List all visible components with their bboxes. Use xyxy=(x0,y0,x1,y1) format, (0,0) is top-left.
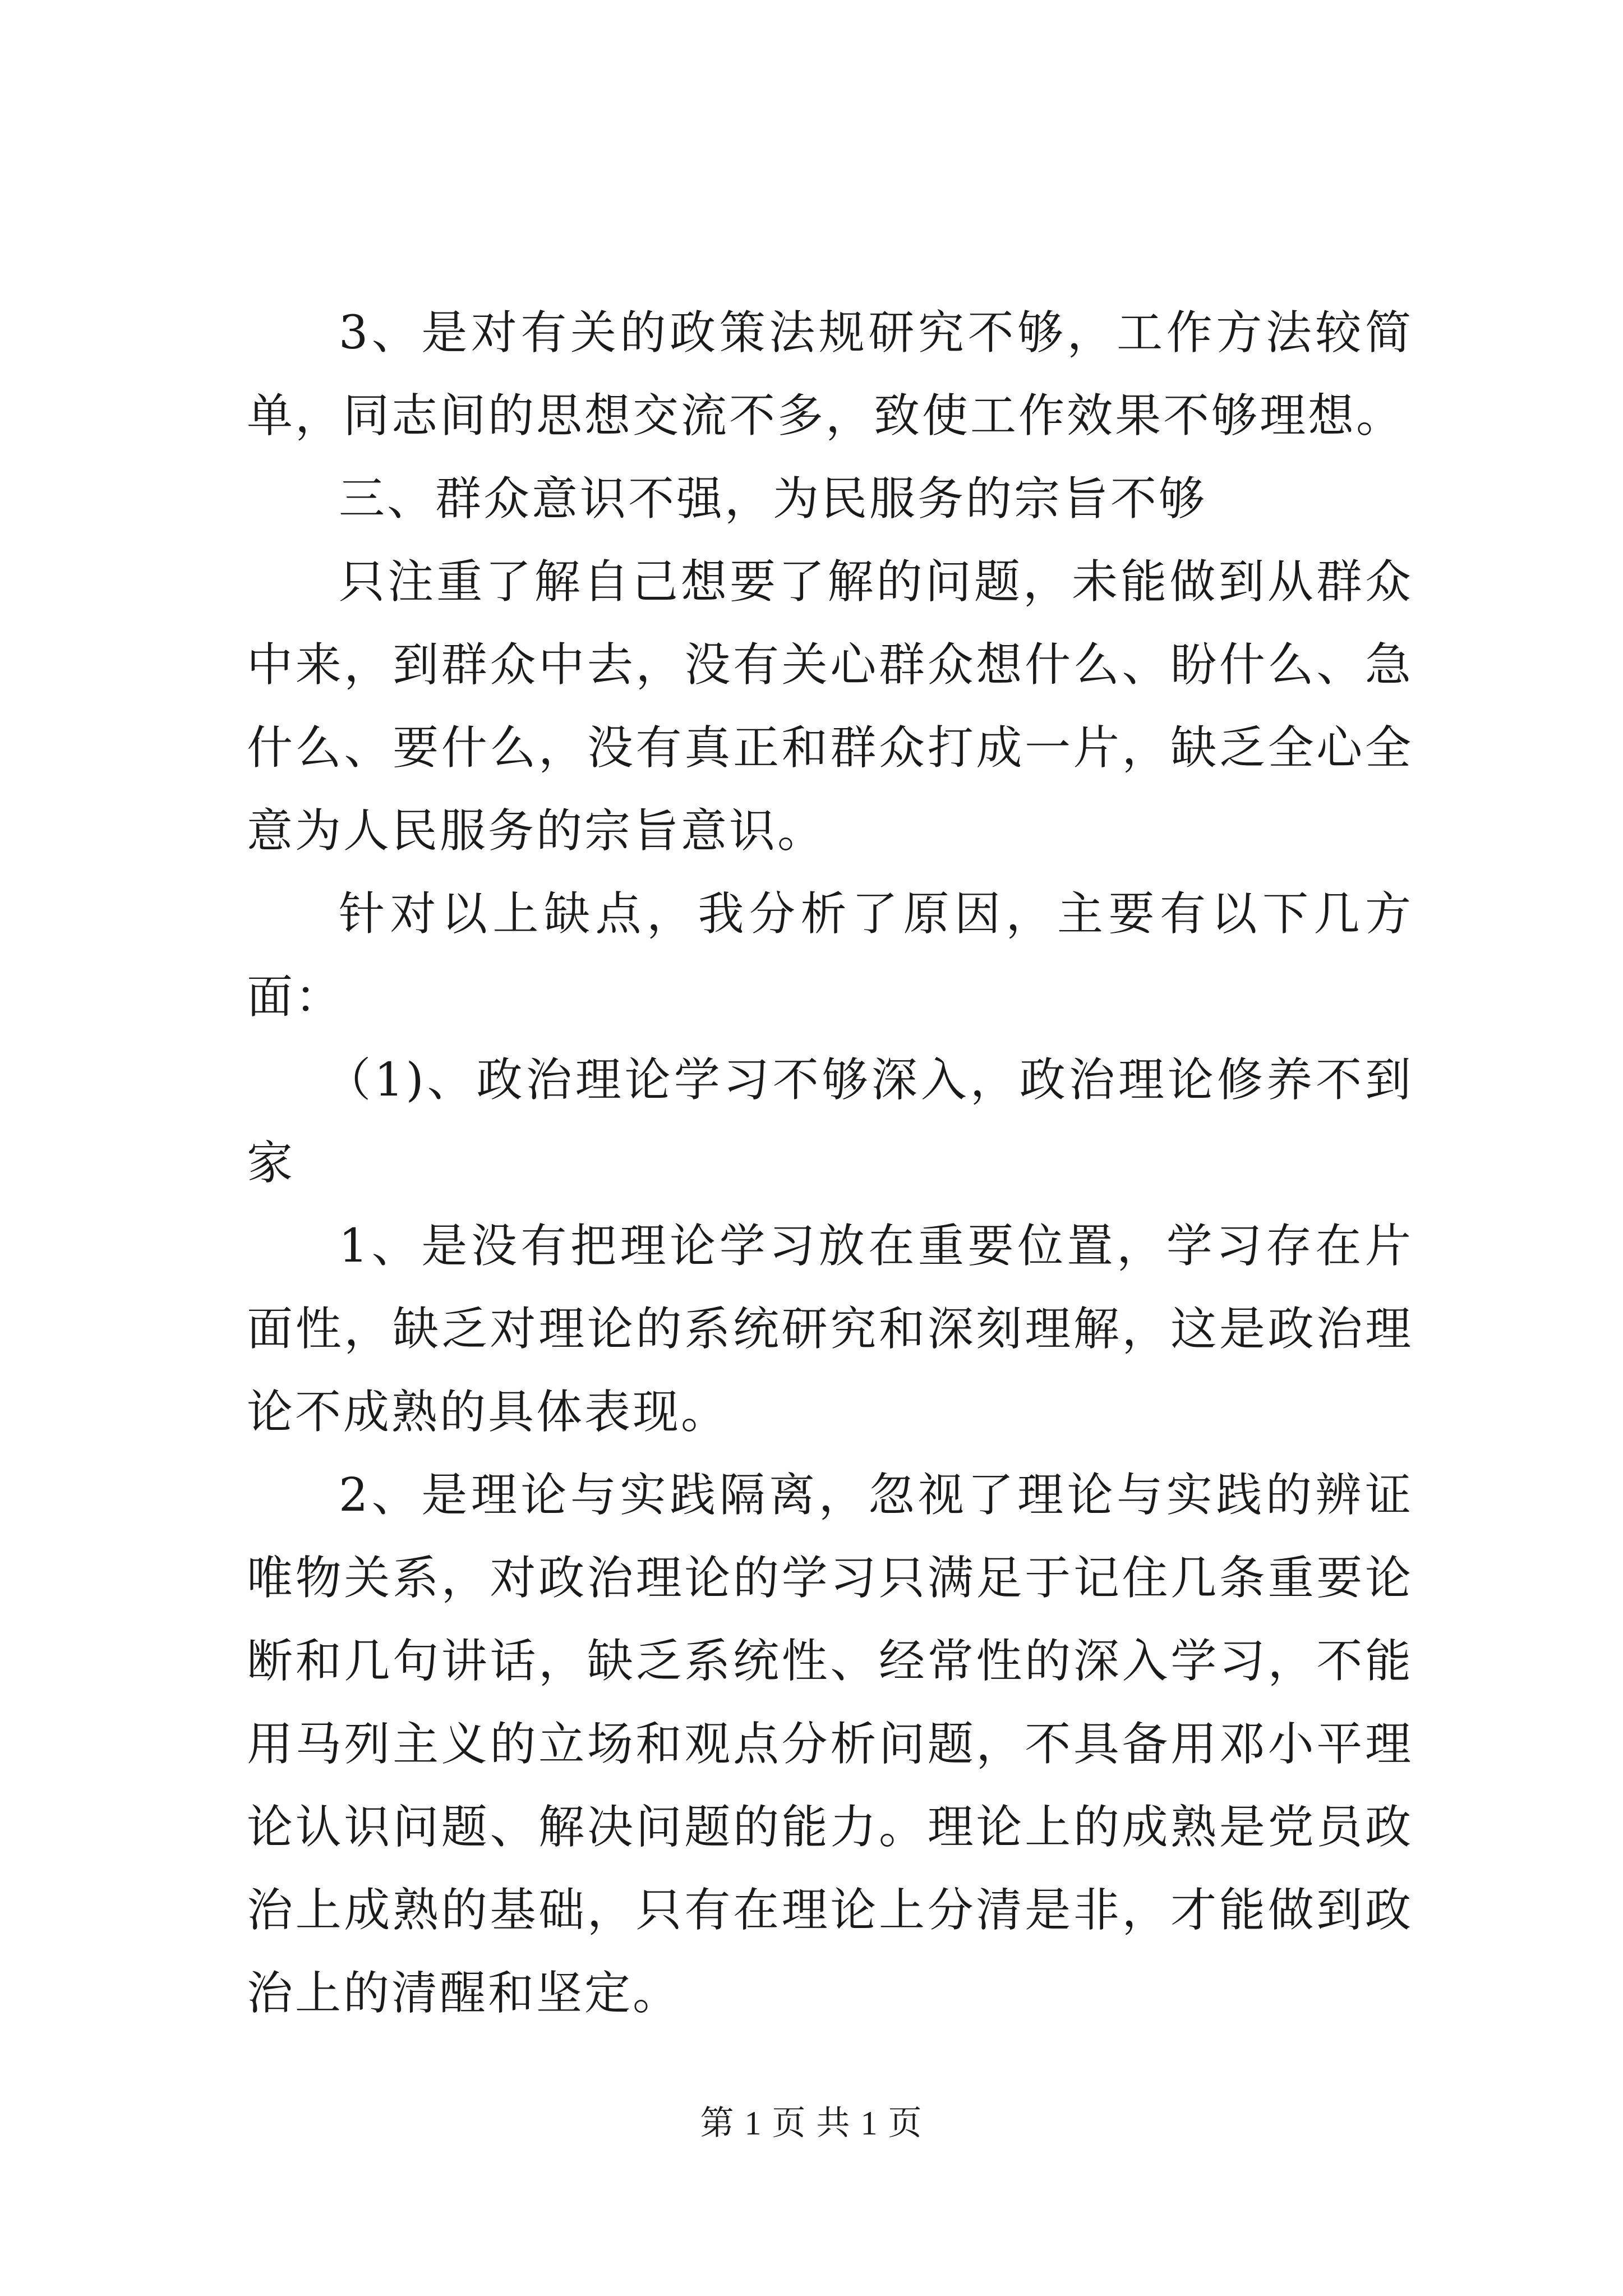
subheading-political-theory: （1)、政治理论学习不够深入，政治理论修养不到家 xyxy=(247,1053,1413,1190)
page-footer: 第 1 页 共 1 页 xyxy=(700,2105,923,2142)
paragraph-analysis-intro: 针对以上缺点，我分析了原因，主要有以下几方面： xyxy=(247,887,1413,1024)
section-heading-mass-awareness: 三、群众意识不强，为民服务的宗旨不够 xyxy=(339,472,1207,526)
document-body xyxy=(247,292,1413,2035)
paragraph-mass-awareness: 只注重了解自己想要了解的问题，未能做到从群众中来，到群众中去，没有关心群众想什么、盼什么、急什么、要什么，没有真正和群众打成一片，缺乏全心全意为人民服务的宗旨意识。 xyxy=(247,555,1413,858)
paragraph-item-3-policy: 3、是对有关的政策法规研究不够，工作方法较简单，同志间的思想交流不多，致使工作效果不够理想。 xyxy=(247,306,1413,443)
paragraph-item-2-theory-practice: 2、是理论与实践隔离，忽视了理论与实践的辨证唯物关系，对政治理论的学习只满足于记住几条重要论断和几句讲话，缺乏系统性、经常性的深入学习，不能用马列主义的立场和观点分析问题，不具备用邓小平理论认识问题、解决问题的能力。理论上的成熟是党员政治上成熟的基础，只有在理论上分清是非，才能做到政治上的清醒和坚定。 xyxy=(247,1469,1413,2020)
paragraph-item-1-theory-study: 1、是没有把理论学习放在重要位置，学习存在片面性，缺乏对理论的系统研究和深刻理解，这是政治理论不成熟的具体表现。 xyxy=(247,1220,1413,1439)
